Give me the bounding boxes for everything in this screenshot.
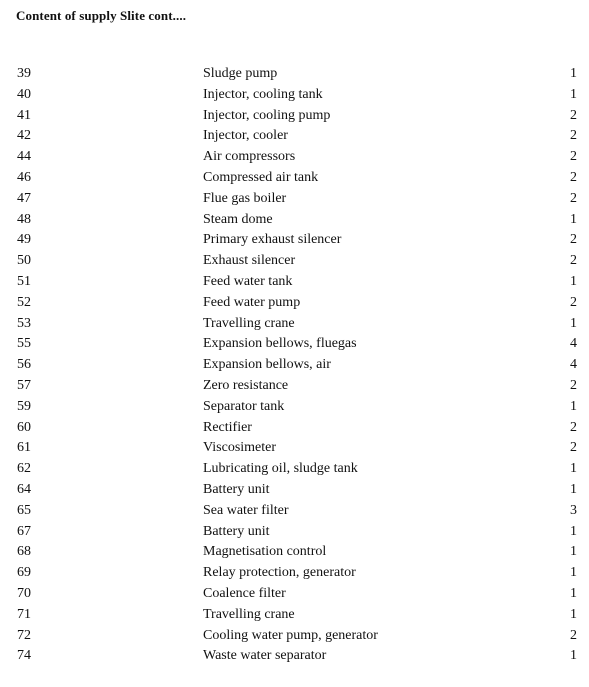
item-name: Expansion bellows, air [203,357,331,373]
list-item [0,272,589,293]
item-number: 65 [17,502,31,518]
item-number: 74 [17,648,31,664]
item-number: 41 [17,107,31,123]
item-quantity: 2 [570,253,577,269]
list-item [0,626,589,647]
item-name: Sludge pump [203,66,278,81]
list-item [0,418,589,439]
list-item [0,85,589,106]
list-item [0,334,589,355]
item-name: Cooling water pump, generator [203,627,378,643]
list-item [0,314,589,335]
item-quantity: 1 [570,481,577,497]
item-number: 49 [17,232,31,248]
item-number: 51 [17,273,31,289]
item-name: Magnetisation control [203,544,327,560]
item-number: 48 [17,211,31,227]
list-item [0,459,589,480]
item-number: 39 [17,66,31,81]
item-quantity: 2 [570,107,577,123]
item-name: Travelling crane [203,315,295,331]
list-item [0,168,589,189]
item-number: 62 [17,461,31,477]
supply-list [0,64,589,667]
item-quantity: 1 [570,461,577,477]
item-quantity: 2 [570,190,577,206]
item-name: Lubricating oil, sludge tank [203,461,358,477]
item-name: Waste water separator [203,648,327,664]
list-item [0,501,589,522]
list-item [0,605,589,626]
item-number: 59 [17,398,31,414]
item-name: Battery unit [203,523,270,539]
list-item [0,438,589,459]
item-number: 46 [17,169,31,185]
item-quantity: 1 [570,565,577,581]
item-name: Coalence filter [203,585,286,601]
item-name: Exhaust silencer [203,253,296,269]
list-item [0,251,589,272]
item-number: 52 [17,294,31,310]
item-name: Flue gas boiler [203,190,287,206]
item-number: 53 [17,315,31,331]
item-name: Injector, cooler [203,128,288,144]
item-number: 44 [17,149,31,165]
item-number: 50 [17,253,31,269]
item-name: Injector, cooling tank [203,86,323,102]
item-number: 42 [17,128,31,144]
list-item [0,522,589,543]
item-name: Air compressors [203,149,296,165]
item-quantity: 2 [570,419,577,435]
item-name: Relay protection, generator [203,565,356,581]
item-name: Sea water filter [203,502,289,518]
item-number: 61 [17,440,31,456]
item-quantity: 1 [570,544,577,560]
item-name: Primary exhaust silencer [203,232,342,248]
item-number: 70 [17,585,31,601]
item-quantity: 2 [570,232,577,248]
list-item [0,376,589,397]
item-quantity: 1 [570,273,577,289]
item-number: 56 [17,357,31,373]
item-name: Viscosimeter [203,440,277,456]
item-quantity: 4 [570,357,577,373]
item-name: Compressed air tank [203,169,319,185]
item-name: Feed water tank [203,273,293,289]
item-name: Expansion bellows, fluegas [203,336,357,352]
list-item [0,230,589,251]
list-item [0,542,589,563]
list-item [0,210,589,231]
item-quantity: 2 [570,627,577,643]
item-name: Steam dome [203,211,273,227]
list-item [0,397,589,418]
item-quantity: 1 [570,606,577,622]
item-quantity: 1 [570,648,577,664]
item-number: 68 [17,544,31,560]
item-quantity: 1 [570,86,577,102]
item-number: 60 [17,419,31,435]
item-name: Zero resistance [203,377,289,393]
item-name: Injector, cooling pump [203,107,331,123]
item-number: 57 [17,377,31,393]
item-number: 71 [17,606,31,622]
list-item [0,126,589,147]
item-quantity: 2 [570,128,577,144]
list-item [0,355,589,376]
item-quantity: 3 [570,502,577,518]
item-quantity: 2 [570,169,577,185]
list-item [0,106,589,127]
item-quantity: 2 [570,149,577,165]
item-quantity: 2 [570,294,577,310]
page-title: Content of supply Slite cont.... [16,8,187,23]
item-number: 55 [17,336,31,352]
list-item [0,189,589,210]
list-item [0,584,589,605]
item-number: 72 [17,627,31,643]
item-quantity: 1 [570,315,577,331]
item-quantity: 1 [570,398,577,414]
item-name: Battery unit [203,481,270,497]
list-item [0,646,589,667]
list-item [0,480,589,501]
item-number: 47 [17,190,31,206]
item-quantity: 1 [570,585,577,601]
item-number: 67 [17,523,31,539]
list-item [0,64,589,85]
item-name: Separator tank [203,398,285,414]
item-quantity: 2 [570,440,577,456]
list-item [0,563,589,584]
item-number: 40 [17,86,31,102]
item-quantity: 1 [570,66,577,81]
item-name: Feed water pump [203,294,301,310]
item-name: Travelling crane [203,606,295,622]
item-name: Rectifier [203,419,252,435]
item-number: 69 [17,565,31,581]
item-quantity: 1 [570,211,577,227]
item-quantity: 2 [570,377,577,393]
item-quantity: 1 [570,523,577,539]
item-quantity: 4 [570,336,577,352]
item-number: 64 [17,481,31,497]
list-item [0,147,589,168]
list-item [0,293,589,314]
